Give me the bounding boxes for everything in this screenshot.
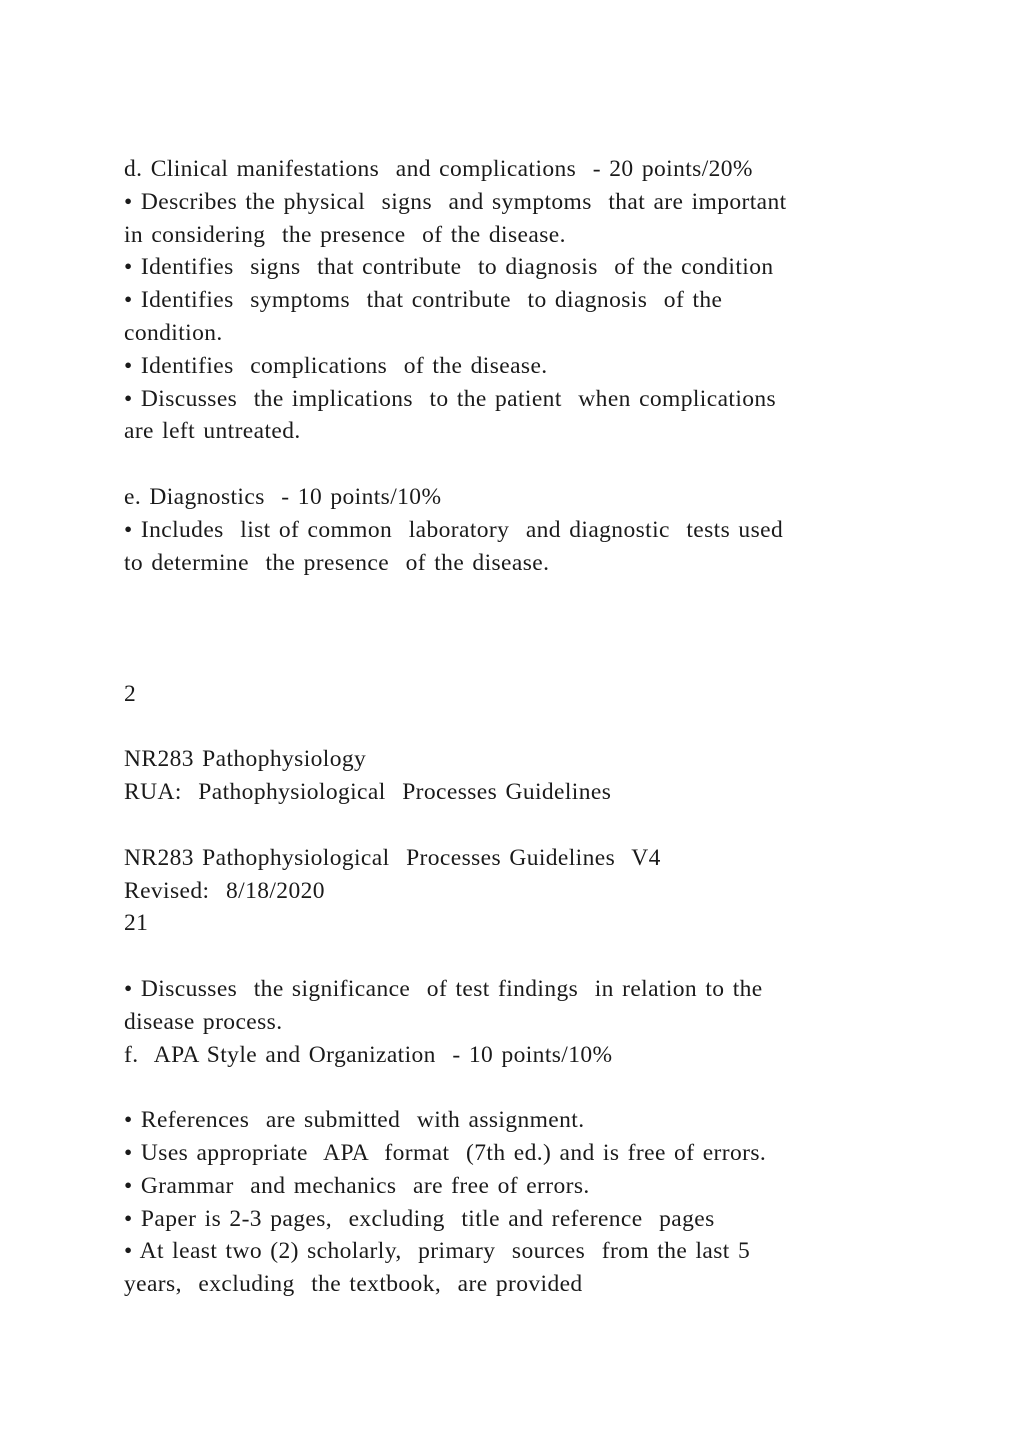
section-e-heading: e. Diagnostics - 10 points/10% xyxy=(124,483,442,510)
section-d-line: • Identifies complications of the disease. xyxy=(124,352,548,379)
document-page xyxy=(124,153,904,1301)
course-title: NR283 Pathophysiology xyxy=(124,746,367,773)
spacer xyxy=(124,809,904,842)
section-f-line: • Grammar and mechanics are free of errors. xyxy=(124,1172,590,1199)
section-f-line: • Paper is 2-3 pages, excluding title and reference pages xyxy=(124,1205,715,1232)
section-f-line: years, excluding the textbook, are provided xyxy=(124,1271,583,1298)
section-d-line: • Identifies symptoms that contribute to diagnosis of the xyxy=(124,287,723,314)
section-d-heading: d. Clinical manifestations and complications - 20 points/20% xyxy=(124,156,753,182)
section-e-line: to determine the presence of the disease. xyxy=(124,549,550,576)
footer-title: NR283 Pathophysiological Processes Guidelines V4 xyxy=(124,844,661,871)
section-f-heading: f. APA Style and Organization - 10 points/10% xyxy=(124,1041,613,1068)
section-d-line: in considering the presence of the disease. xyxy=(124,221,566,248)
spacer xyxy=(124,448,904,481)
spacer xyxy=(124,940,904,973)
section-f-line: • At least two (2) scholarly, primary sources from the last 5 xyxy=(124,1238,751,1265)
continuation-line: • Discusses the significance of test findings in relation to the xyxy=(124,975,763,1002)
spacer xyxy=(124,711,904,744)
section-f-line: • Uses appropriate APA format (7th ed.) and is free of errors. xyxy=(124,1139,767,1166)
section-d-line: • Describes the physical signs and symptoms that are important xyxy=(124,188,787,215)
spacer xyxy=(124,1071,904,1104)
section-d-line: condition. xyxy=(124,319,223,346)
spacer xyxy=(124,579,904,677)
section-f-line: • References are submitted with assignment. xyxy=(124,1107,585,1134)
section-d-line: are left untreated. xyxy=(124,418,301,445)
section-d-line: • Discusses the implications to the patient when complications xyxy=(124,385,777,412)
section-d-line: • Identifies signs that contribute to diagnosis of the condition xyxy=(124,254,774,281)
continuation-line: disease process. xyxy=(124,1008,283,1035)
rua-title: RUA: Pathophysiological Processes Guidelines xyxy=(124,779,612,806)
revised-date: Revised: 8/18/2020 xyxy=(124,877,325,904)
section-e-line: • Includes list of common laboratory and diagnostic tests used xyxy=(124,516,784,543)
footer-page-number: 21 xyxy=(124,910,149,937)
page-number: 2 xyxy=(124,680,137,707)
